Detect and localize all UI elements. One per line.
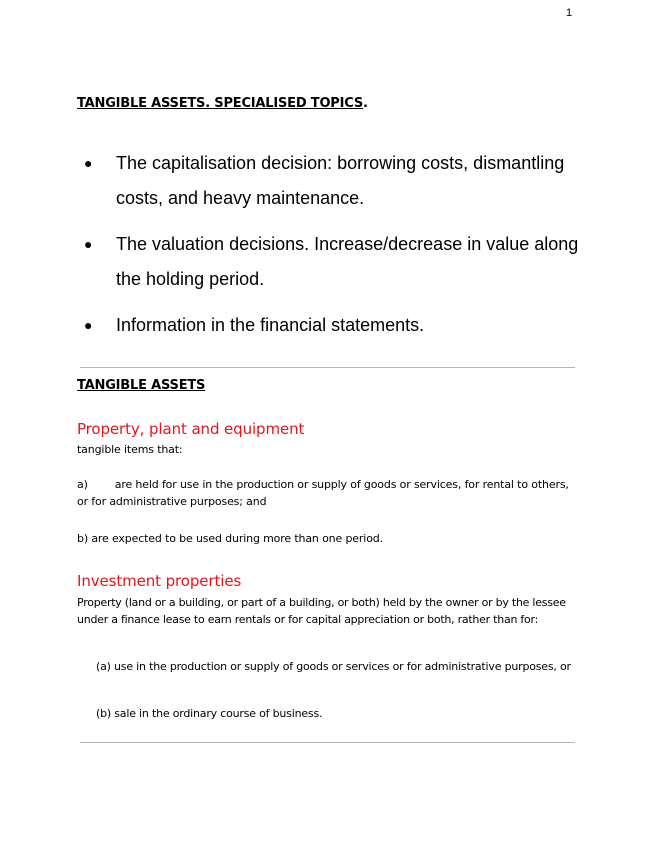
topics-list	[0, 146, 586, 354]
bullet-text: The capitalisation decision: borrowing costs, dismantling costs, and heavy maintenance.	[116, 153, 565, 208]
bullet-text: Information in the financial statements.	[116, 315, 425, 335]
bullet-text: The valuation decisions. Increase/decrease in value along the holding period.	[116, 234, 579, 289]
page-title	[77, 96, 368, 111]
page-number: 1	[566, 7, 573, 19]
section-divider	[80, 742, 575, 743]
bullet-icon: ●	[84, 317, 93, 333]
ppe-item-b: b) are expected to be used during more than one period.	[77, 532, 383, 545]
page-title-text: TANGIBLE ASSETS. SPECIALISED TOPICS	[77, 96, 364, 111]
list-item	[0, 146, 586, 216]
ppe-item-a	[77, 476, 582, 510]
ppe-heading: Property, plant and equipment	[77, 420, 305, 438]
investment-item-b: (b) sale in the ordinary course of business.	[96, 707, 323, 720]
ppe-item-a-text: are held for use in the production or supply of goods or services, for rental to others, or for administrative purposes; and	[77, 478, 569, 508]
ppe-item-a-label: a)	[77, 478, 88, 491]
list-item	[0, 308, 586, 343]
list-item	[0, 227, 586, 297]
investment-definition: Property (land or a building, or part of a building, or both) held by the owner or by the lessee under a finance lease to earn rentals or for capital appreciation or both, rather than for:	[77, 596, 566, 626]
bullet-icon: ●	[84, 236, 93, 252]
bullet-icon: ●	[84, 155, 93, 171]
investment-item-a: (a) use in the production or supply of goods or services or for administrative purposes, or	[96, 660, 571, 673]
investment-heading: Investment properties	[77, 572, 242, 590]
section-title: TANGIBLE ASSETS	[77, 378, 206, 393]
section-divider	[80, 367, 575, 368]
ppe-intro: tangible items that:	[77, 443, 183, 456]
page-title-period: .	[363, 96, 368, 111]
